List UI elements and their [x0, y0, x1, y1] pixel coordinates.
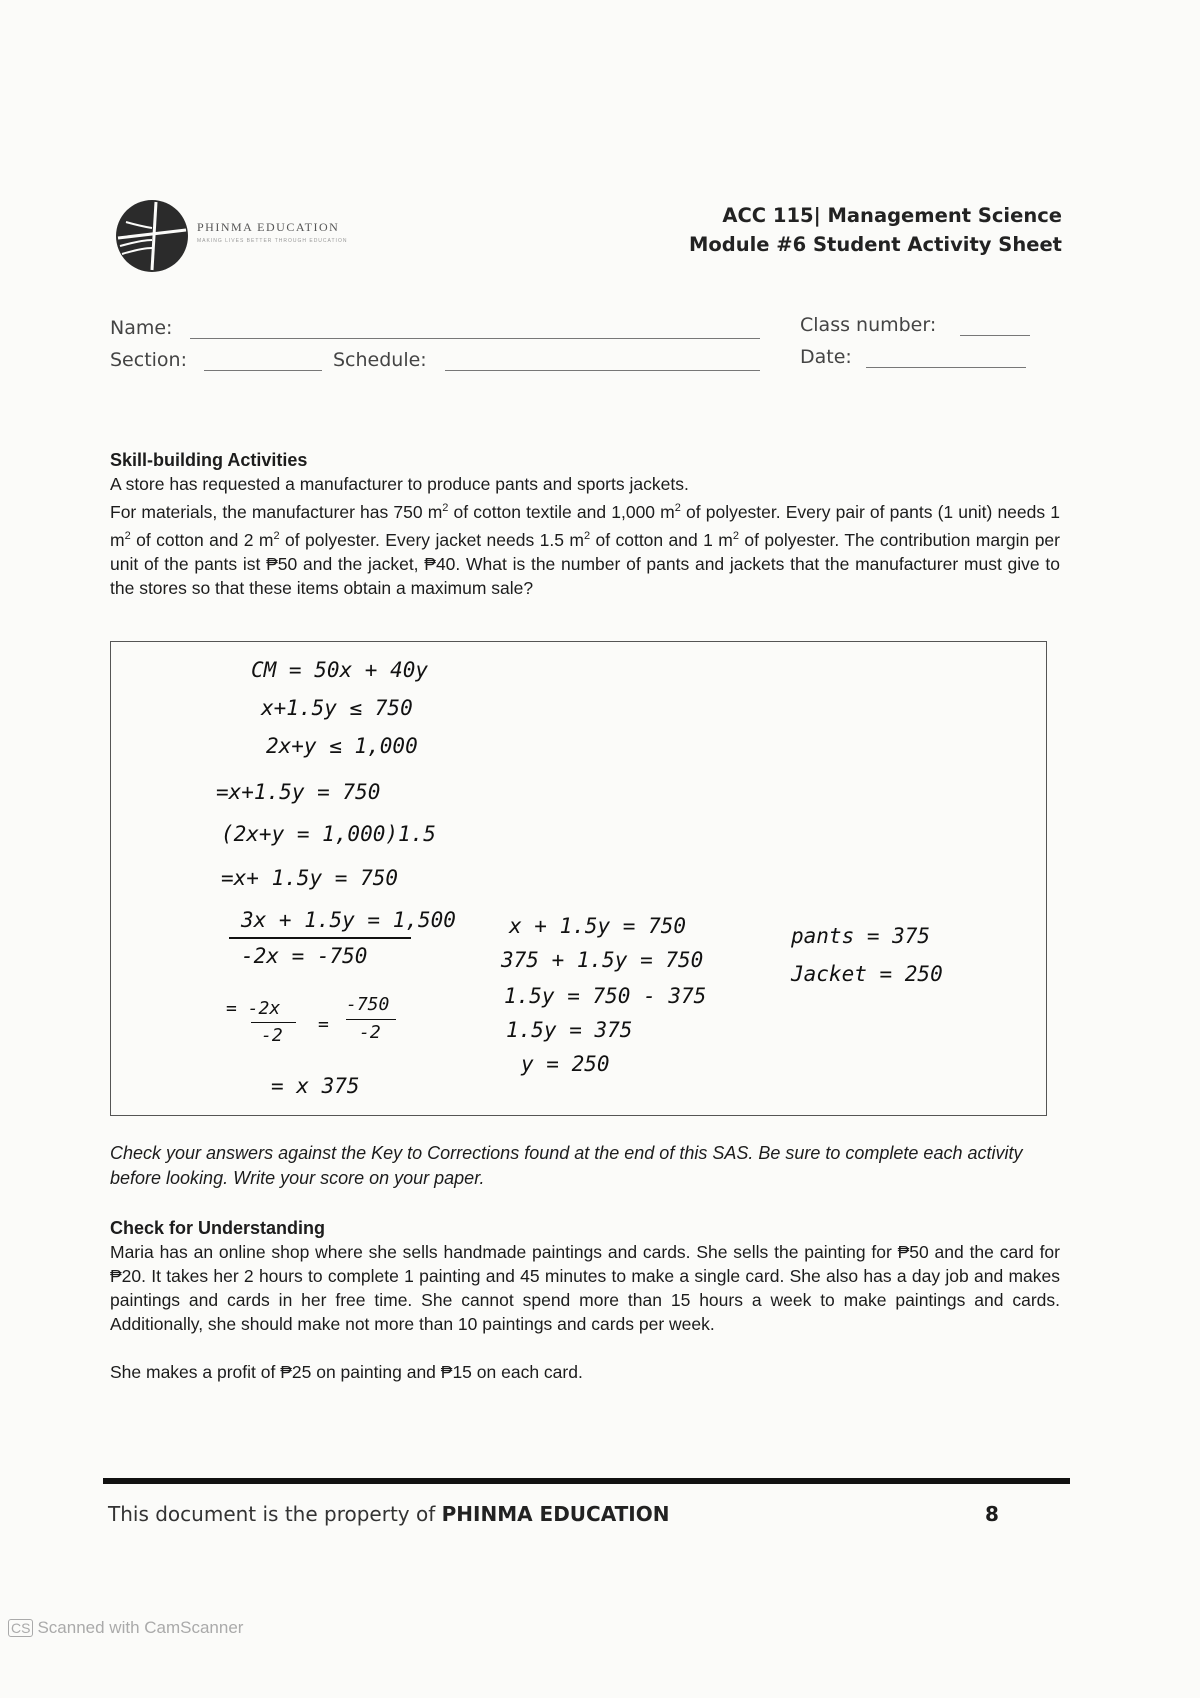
- skill-paragraph: [110, 496, 1060, 600]
- hw-line: 3x + 1.5y = 1,500: [241, 908, 456, 932]
- hw-line: x + 1.5y = 750: [509, 914, 687, 938]
- hw-line: 375 + 1.5y = 750: [501, 948, 704, 972]
- schedule-field[interactable]: [445, 370, 760, 371]
- name-field[interactable]: [190, 338, 760, 339]
- footer-divider: [103, 1478, 1070, 1484]
- course-title: ACC 115| Management Science: [722, 204, 1062, 227]
- superscript: 2: [273, 529, 280, 542]
- para-part: of cotton textile and 1,000 m: [448, 501, 675, 522]
- skill-problem: [110, 472, 1060, 600]
- check-answers-note: Check your answers against the Key to Corrections found at the end of this SAS. Be sure to complete each activity before looking. Write your score on your paper.: [110, 1143, 1023, 1188]
- hw-answer-pants: pants = 375: [791, 924, 931, 948]
- hw-line: 1.5y = 375: [506, 1018, 633, 1042]
- para-part: of polyester. The contribution margin per unit of the pants ist ₱50 and the jacket, ₱40. What is the number of pants and jackets that the manufacturer must give to the stores so that these items obtain a maximum sale?: [110, 529, 1060, 598]
- superscript: 2: [674, 502, 681, 514]
- para-part: of cotton and 1 m: [590, 529, 733, 550]
- hw-line: =x+ 1.5y = 750: [221, 866, 399, 890]
- fraction-bar: [251, 1022, 296, 1023]
- answer-box[interactable]: [110, 641, 1047, 1116]
- brand-tagline: MAKING LIVES BETTER THROUGH EDUCATION: [197, 238, 348, 244]
- brand-name: PHINMA EDUCATION: [197, 220, 340, 234]
- para-part: For materials, the manufacturer has 750 m: [110, 501, 443, 522]
- hw-equals: =: [318, 1014, 329, 1035]
- sum-line: [229, 937, 411, 939]
- hw-fraction-den: -2: [261, 1025, 283, 1046]
- understanding-profit-line: She makes a profit of ₱25 on painting and ₱15 on each card.: [110, 1362, 583, 1382]
- hw-line: 2x+y ≤ 1,000: [266, 734, 418, 758]
- page-number: 8: [985, 1502, 999, 1526]
- skill-intro: A store has requested a manufacturer to produce pants and sports jackets.: [110, 474, 689, 494]
- camscanner-badge: CS: [8, 1619, 33, 1637]
- superscript: 2: [124, 529, 131, 542]
- para-part: of polyester. Every jacket needs 1.5 m: [279, 529, 584, 550]
- name-label: Name:: [110, 317, 173, 339]
- check-understanding-title: Check for Understanding: [110, 1218, 326, 1238]
- schedule-label: Schedule:: [333, 349, 427, 371]
- para-part: of cotton and 2 m: [130, 529, 274, 550]
- section-field[interactable]: [204, 370, 322, 371]
- footer-property: [108, 1502, 669, 1526]
- module-title: Module #6 Student Activity Sheet: [688, 233, 1062, 256]
- hw-line: =x+1.5y = 750: [216, 780, 381, 804]
- date-field[interactable]: [866, 367, 1026, 368]
- skill-building-title: Skill-building Activities: [110, 450, 308, 470]
- hw-line: y = 250: [521, 1052, 610, 1076]
- superscript: 2: [583, 529, 591, 542]
- footer-text: This document is the property of: [108, 1502, 442, 1526]
- class-number-field[interactable]: [960, 335, 1030, 336]
- date-label: Date:: [800, 346, 852, 368]
- footer-brand: PHINMA EDUCATION: [441, 1502, 670, 1526]
- hw-line: x+1.5y ≤ 750: [261, 696, 413, 720]
- understanding-paragraph: Maria has an online shop where she sells handmade paintings and cards. She sells the painting for ₱50 and the card for ₱20. It takes her 2 hours to complete 1 painting and 45 minutes to make a single card. She also has a day job and makes paintings and cards in her free time. She cannot spend more than 15 hours a week to make paintings and cards. Additionally, she should make not more than 10 paintings and cards per week.: [110, 1242, 1060, 1334]
- class-number-label: Class number:: [800, 314, 937, 336]
- course-header: [689, 201, 1062, 259]
- hw-line: (2x+y = 1,000)1.5: [221, 822, 436, 846]
- hw-line: CM = 50x + 40y: [251, 658, 429, 682]
- scanner-watermark: [8, 1618, 243, 1638]
- hw-fraction-den: -2: [359, 1022, 381, 1043]
- hw-answer-jacket: Jacket = 250: [791, 962, 943, 986]
- phinma-logo-icon: [112, 196, 192, 276]
- hw-line: = x 375: [271, 1074, 360, 1098]
- para-part: of polyester. Every pair of pants (1 unit) needs 1 m: [110, 501, 1060, 550]
- hw-line: -2x = -750: [241, 944, 368, 968]
- hw-fraction-num: = -2x: [226, 998, 281, 1019]
- superscript: 2: [732, 529, 739, 542]
- superscript: 2: [442, 502, 449, 514]
- hw-fraction-num: -750: [346, 994, 390, 1015]
- hw-line: 1.5y = 750 - 375: [504, 984, 707, 1008]
- scanner-text: Scanned with CamScanner: [37, 1618, 244, 1637]
- fraction-bar: [346, 1019, 396, 1020]
- section-label: Section:: [110, 349, 187, 371]
